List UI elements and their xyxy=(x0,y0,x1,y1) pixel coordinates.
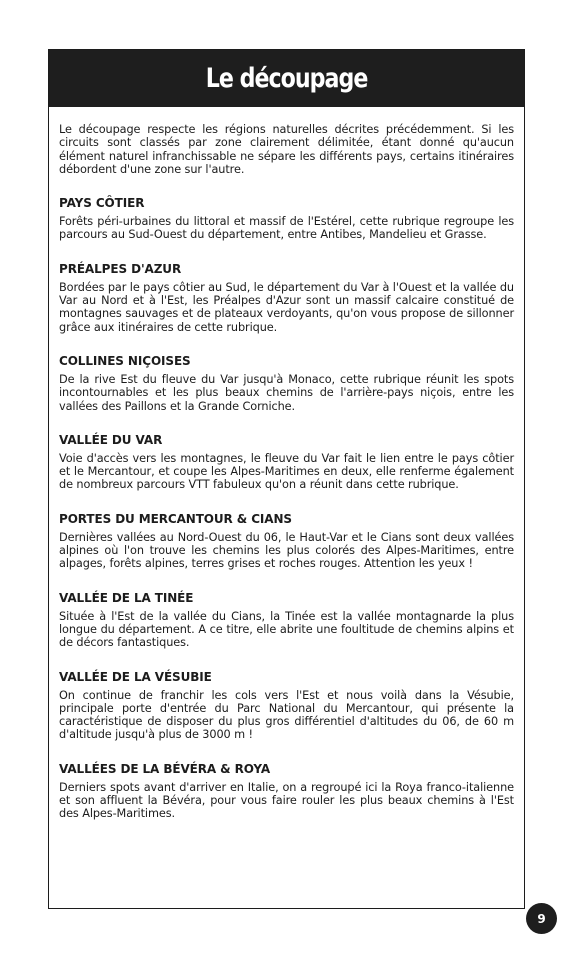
section-portes-du-mercantour xyxy=(59,511,514,571)
page-title: Le découpage xyxy=(205,63,368,94)
section-title: PAYS CÔTIER xyxy=(59,196,145,211)
content-frame xyxy=(48,49,525,909)
section-pays-cotier xyxy=(59,195,514,242)
section-text: Bordées par le pays côtier au Sud, le département du Var à l'Ouest et la vallée du Var au Nord et à l'Est, les Préalpes d'Azur sont un massif calcaire constitué de montagnes sauvages et de plateaux verdoyants, qu'on vous propose de sillonner grâce aux itinéraires de cette rubrique. xyxy=(59,280,514,334)
section-title: VALLÉE DE LA TINÉE xyxy=(59,590,194,605)
section-title: VALLÉE DE LA VÉSUBIE xyxy=(59,669,212,684)
section-title: VALLÉES DE LA BÉVÉRA & ROYA xyxy=(59,761,271,776)
section-text: Située à l'Est de la vallée du Cians, la Tinée est la vallée montagnarde la plus longue du département. A ce titre, elle abrite une foultitude de chemins alpins et de décors fantastiques. xyxy=(59,609,514,650)
section-vallee-de-la-tinee xyxy=(59,590,514,650)
page-number-badge: 9 xyxy=(526,903,557,934)
section-title: PORTES DU MERCANTOUR & CIANS xyxy=(59,511,292,526)
section-text: Dernières vallées au Nord-Ouest du 06, le Haut-Var et le Cians sont deux vallées alpines où l'on trouve les chemins les plus colorés des Alpes-Maritimes, entre alpages, forêts alpines, terres grises et roches rouges. Attention les yeux ! xyxy=(59,530,514,571)
section-vallee-du-var xyxy=(59,432,514,492)
section-bevera-roya xyxy=(59,761,514,821)
section-text: On continue de franchir les cols vers l'Est et nous voilà dans la Vésubie, principale porte d'entrée du Parc National du Mercantour, qui présente la caractéristique de disposer du plus gros différentiel d'altitudes du 06, de 60 m d'altitude jusqu'à plus de 3000 m ! xyxy=(59,688,514,742)
section-title: PRÉALPES D'AZUR xyxy=(59,261,182,276)
section-text: De la rive Est du fleuve du Var jusqu'à Monaco, cette rubrique réunit les spots incontournables et les plus beaux chemins de l'arrière-pays niçois, entre les vallées des Paillons et la Grande Corniche. xyxy=(59,372,514,413)
section-text: Derniers spots avant d'arriver en Italie, on a regroupé ici la Roya franco-italienne et son affluent la Bévéra, pour vous faire rouler les plus beaux chemins à l'Est des Alpes-Maritimes. xyxy=(59,780,514,821)
section-title: COLLINES NIÇOISES xyxy=(59,353,191,368)
section-vallee-de-la-vesubie xyxy=(59,669,514,742)
intro-paragraph: Le découpage respecte les régions naturelles décrites précédemment. Si les circuits sont classés par zone clairement délimitée, étant donné qu'aucun élément naturel infranchissable ne sépare les différents pays, certains itinéraires débordent d'une zone sur l'autre. xyxy=(59,123,514,176)
section-text: Voie d'accès vers les montagnes, le fleuve du Var fait le lien entre le pays côtier et le Mercantour, et coupe les Alpes-Maritimes en deux, elle renferme également de nombreux parcours VTT fabuleux qu'on a réunit dans cette rubrique. xyxy=(59,451,514,492)
title-bar xyxy=(49,50,524,107)
section-title: VALLÉE DU VAR xyxy=(59,432,163,447)
section-text: Forêts péri-urbaines du littoral et massif de l'Estérel, cette rubrique regroupe les parcours au Sud-Ouest du département, entre Antibes, Mandelieu et Grasse. xyxy=(59,215,514,242)
content-body xyxy=(49,107,524,821)
section-collines-nicoises xyxy=(59,353,514,413)
section-prealpes-dazur xyxy=(59,261,514,334)
